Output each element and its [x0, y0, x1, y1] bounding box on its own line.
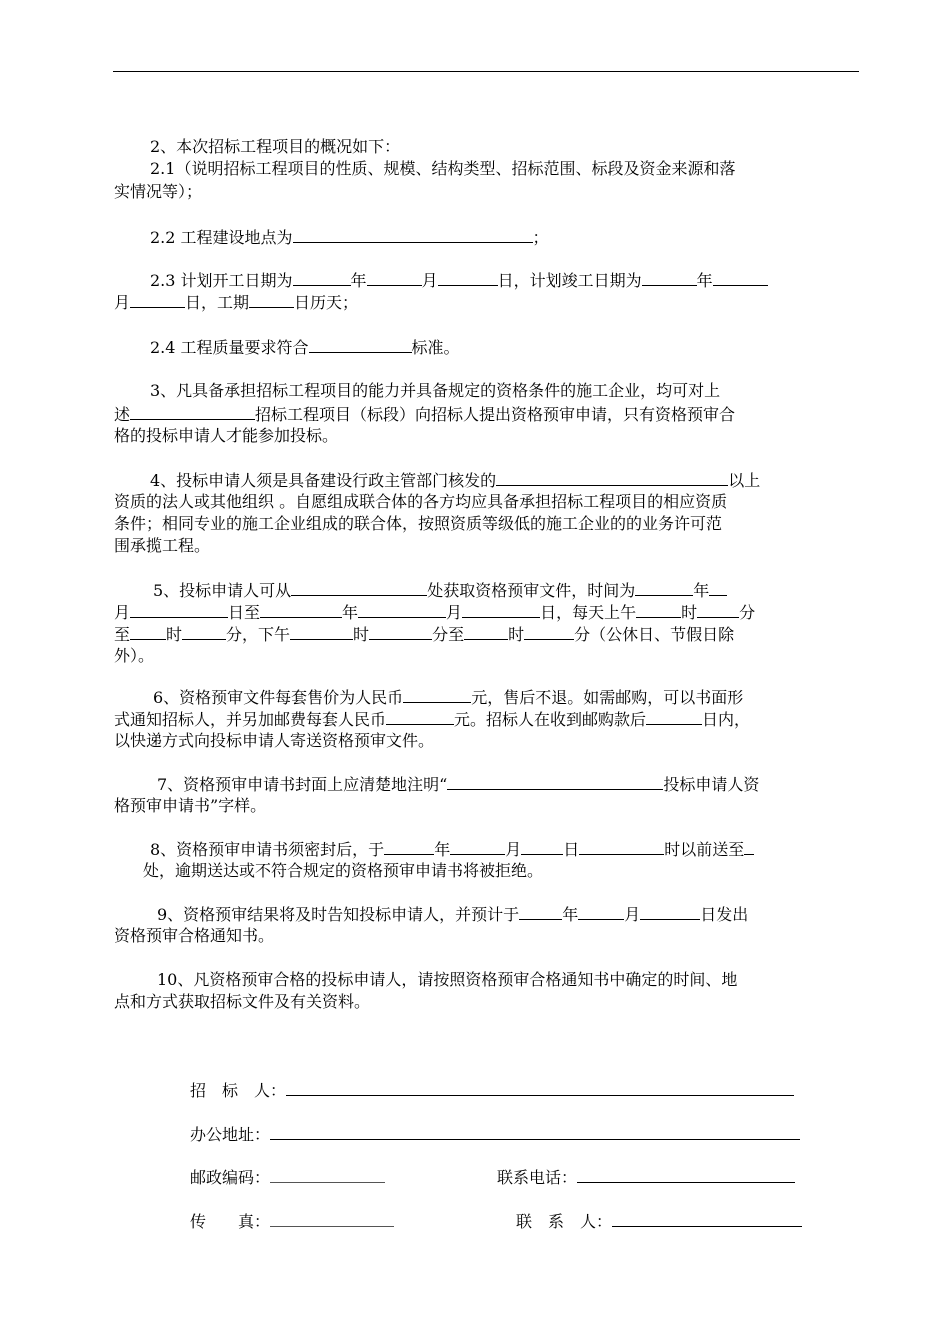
section-3-line2: 述 招标工程项目（标段）向招标人提出资格预审申请，只有资格预审合 — [114, 405, 736, 424]
start-month-blank[interactable] — [367, 269, 422, 286]
start-year-blank[interactable] — [293, 269, 351, 286]
obtain-place-blank[interactable] — [291, 579, 427, 596]
notice-year-blank[interactable] — [519, 903, 562, 920]
fax-blank[interactable] — [270, 1210, 394, 1227]
postcode-blank[interactable] — [270, 1166, 385, 1183]
postage-blank[interactable] — [386, 708, 454, 725]
project-section-blank[interactable] — [130, 403, 255, 420]
qualification-blank[interactable] — [496, 469, 728, 486]
section-6-line3: 以快递方式向投标申请人寄送资格预审文件。 — [114, 731, 435, 750]
start-day-blank[interactable] — [438, 269, 498, 286]
contact-blank[interactable] — [612, 1210, 802, 1227]
submit-month-blank[interactable] — [450, 838, 505, 855]
phone-row: 联系电话： — [497, 1166, 795, 1189]
end-day-blank[interactable] — [130, 291, 185, 308]
to-day-blank[interactable] — [462, 601, 540, 618]
from-day-blank[interactable] — [130, 601, 228, 618]
to-year-blank[interactable] — [260, 601, 342, 618]
price-blank[interactable] — [403, 686, 471, 703]
am-minute-blank[interactable] — [697, 601, 739, 618]
section-2-4: 2.4 工程质量要求符合 标准。 — [150, 338, 460, 357]
section-9-line1: 9、资格预审结果将及时告知投标申请人，并预计于 年 月 日发出 — [157, 905, 749, 924]
pm-end-minute-blank[interactable] — [524, 623, 574, 640]
section-4-line4: 围承揽工程。 — [114, 536, 211, 555]
tenderer-row: 招 标 人： — [190, 1079, 794, 1102]
submit-year-blank[interactable] — [384, 838, 434, 855]
notice-month-blank[interactable] — [578, 903, 624, 920]
section-10-line2: 点和方式获取招标文件及有关资料。 — [114, 992, 371, 1011]
pm-hour-blank[interactable] — [290, 623, 353, 640]
submit-day-blank[interactable] — [521, 838, 563, 855]
submit-hour-blank[interactable] — [579, 838, 664, 855]
am-end-minute-blank[interactable] — [182, 623, 226, 640]
section-2-3-line2: 月 日，工期 日历天； — [114, 293, 359, 312]
notice-day-blank[interactable] — [640, 903, 700, 920]
section-4-line3: 条件；相同专业的施工企业组成的联合体，按照资质等级低的施工企业的的业务许可范 — [114, 514, 723, 533]
pm-minute-blank[interactable] — [369, 623, 432, 640]
section-7-line2: 格预审申请书”字样。 — [114, 796, 267, 815]
section-5-line4: 外）。 — [114, 646, 155, 665]
section-3-line1: 3、凡具备承担招标工程项目的能力并具备规定的资格条件的施工企业，均可对上 — [150, 381, 721, 400]
quality-standard-blank[interactable] — [309, 336, 412, 353]
submit-place-blank[interactable] — [744, 838, 754, 855]
section-6-line2: 式通知招标人，并另加邮费每套人民币 元。招标人在收到邮购款后 日内， — [114, 710, 751, 729]
am-hour-blank[interactable] — [636, 601, 681, 618]
section-2-1-line2: 实情况等）； — [114, 182, 203, 201]
from-month-blank-a[interactable] — [709, 579, 727, 596]
address-row: 办公地址： — [190, 1123, 800, 1146]
section-9-line2: 资格预审合格通知书。 — [114, 926, 275, 945]
contact-row: 联 系 人： — [516, 1210, 802, 1233]
section-5-line3: 至 时 分，下午 时 分至 时 分（公休日、节假日除 — [114, 625, 735, 644]
section-8-line2: 处，逾期送达或不符合规定的资格预审申请书将被拒绝。 — [143, 861, 544, 880]
duration-blank[interactable] — [249, 291, 294, 308]
section-6-line1: 6、资格预审文件每套售价为人民币 元，售后不退。如需邮购，可以书面形 — [153, 688, 744, 707]
site-location-blank[interactable] — [293, 226, 533, 243]
phone-blank[interactable] — [577, 1166, 795, 1183]
section-10-line1: 10、凡资格预审合格的投标申请人，请按照资格预审合格通知书中确定的时间、地 — [157, 970, 738, 989]
section-4-line2: 资质的法人或其他组织 。自愿组成联合体的各方均应具备承担招标工程项目的相应资质 — [114, 492, 728, 511]
section-8-line1: 8、资格预审申请书须密封后，于 年 月 日 时以前送至 — [150, 838, 754, 861]
am-end-hour-blank[interactable] — [130, 623, 166, 640]
postcode-row: 邮政编码： — [190, 1166, 385, 1189]
address-blank[interactable] — [270, 1123, 800, 1140]
section-7-line1: 7、资格预审申请书封面上应清楚地注明“ 投标申请人资 — [157, 775, 760, 794]
section-2-3-line1: 2.3 计划开工日期为 年 月 日，计划竣工日期为 年 — [150, 269, 768, 292]
tenderer-blank[interactable] — [286, 1079, 794, 1096]
section-2-1-line1: 2.1（说明招标工程项目的性质、规模、结构类型、招标范围、标段及资金来源和落 — [150, 159, 736, 178]
header-rule — [113, 71, 859, 72]
section-2-2: 2.2 工程建设地点为 ； — [150, 228, 549, 247]
section-5-line1: 5、投标申请人可从 处获取资格预审文件，时间为 年 — [153, 579, 727, 602]
from-year-blank[interactable] — [635, 579, 693, 596]
cover-project-blank[interactable] — [447, 773, 663, 790]
section-5-line2: 月 日至 年 月 日，每天上午 时 分 — [114, 603, 756, 622]
section-4-line1: 4、投标申请人须是具备建设行政主管部门核发的 以上 — [150, 471, 761, 490]
mail-days-blank[interactable] — [646, 708, 702, 725]
end-year-blank[interactable] — [642, 269, 697, 286]
fax-row: 传 真： — [190, 1210, 394, 1233]
to-month-blank[interactable] — [358, 601, 446, 618]
end-month-blank-a[interactable] — [713, 269, 768, 286]
section-2-intro: 2、本次招标工程项目的概况如下： — [150, 137, 401, 156]
pm-end-hour-blank[interactable] — [464, 623, 508, 640]
section-3-line3: 格的投标申请人才能参加投标。 — [114, 426, 339, 445]
